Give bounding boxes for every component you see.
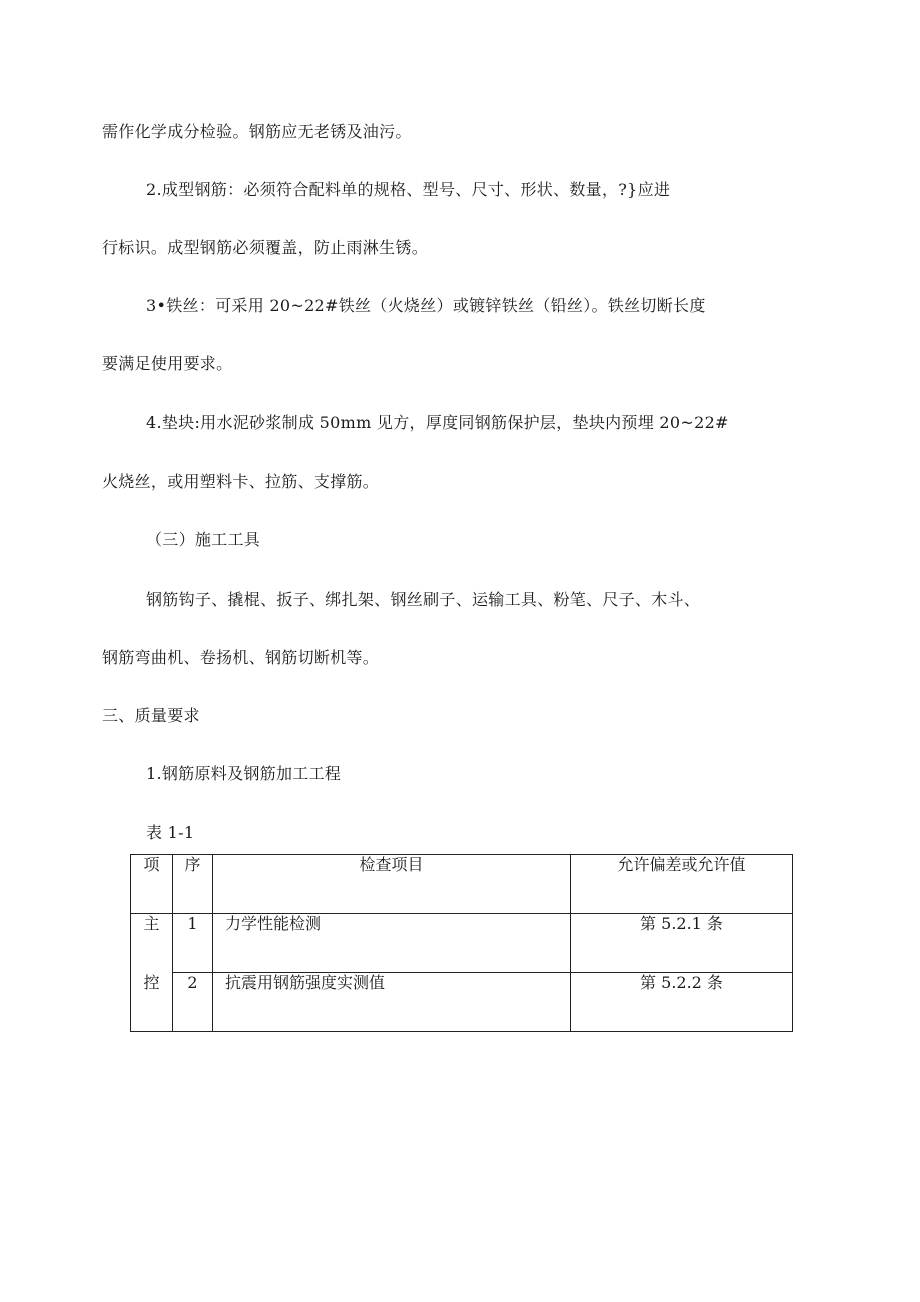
header-seq: 序	[173, 855, 213, 914]
section-heading: （三）施工工具	[146, 530, 261, 549]
paragraph-line: 钢筋钩子、撬棍、扳子、绑扎架、钢丝刷子、运输工具、粉笔、尺子、木斗、	[146, 590, 701, 609]
paragraph-line: 需作化学成分检验。钢筋应无老锈及油污。	[102, 122, 412, 141]
item-cell: 抗震用钢筋强度实测值	[213, 973, 571, 1032]
paragraph-line: 行标识。成型钢筋必须覆盖，防止雨淋生锈。	[102, 238, 429, 257]
seq-cell: 1	[173, 914, 213, 973]
header-value: 允许偏差或允许值	[571, 855, 793, 914]
seq-cell: 2	[173, 973, 213, 1032]
table-header-row	[131, 855, 793, 914]
category-cell-top: 主	[131, 914, 173, 973]
item-cell: 力学性能检测	[213, 914, 571, 973]
paragraph-line: 钢筋弯曲机、卷扬机、钢筋切断机等。	[102, 648, 380, 667]
paragraph-line: 2.成型钢筋：必须符合配料单的规格、型号、尺寸、形状、数量，?}应进	[146, 180, 671, 199]
paragraph-line: 4.垫块:用水泥砂浆制成 50mm 见方，厚度同钢筋保护层，垫块内预埋 20~22#	[146, 413, 729, 432]
table-row	[131, 973, 793, 1032]
inspection-table	[130, 854, 793, 1032]
table-row	[131, 914, 793, 973]
value-cell: 第 5.2.2 条	[571, 973, 793, 1032]
header-item: 检查项目	[213, 855, 571, 914]
value-cell: 第 5.2.1 条	[571, 914, 793, 973]
paragraph-line: 火烧丝，或用塑料卡、拉筋、支撑筋。	[102, 472, 380, 491]
subsection-heading: 1.钢筋原料及钢筋加工工程	[146, 764, 342, 783]
table-caption: 表 1-1	[146, 823, 195, 842]
category-cell-bottom: 控	[131, 973, 173, 1032]
section-heading: 三、质量要求	[102, 706, 200, 725]
header-category: 项	[131, 855, 173, 914]
paragraph-line: 3•铁丝：可采用 20~22#铁丝（火烧丝）或镀锌铁丝（铅丝）。铁丝切断长度	[146, 296, 706, 315]
paragraph-line: 要满足使用要求。	[102, 354, 233, 373]
